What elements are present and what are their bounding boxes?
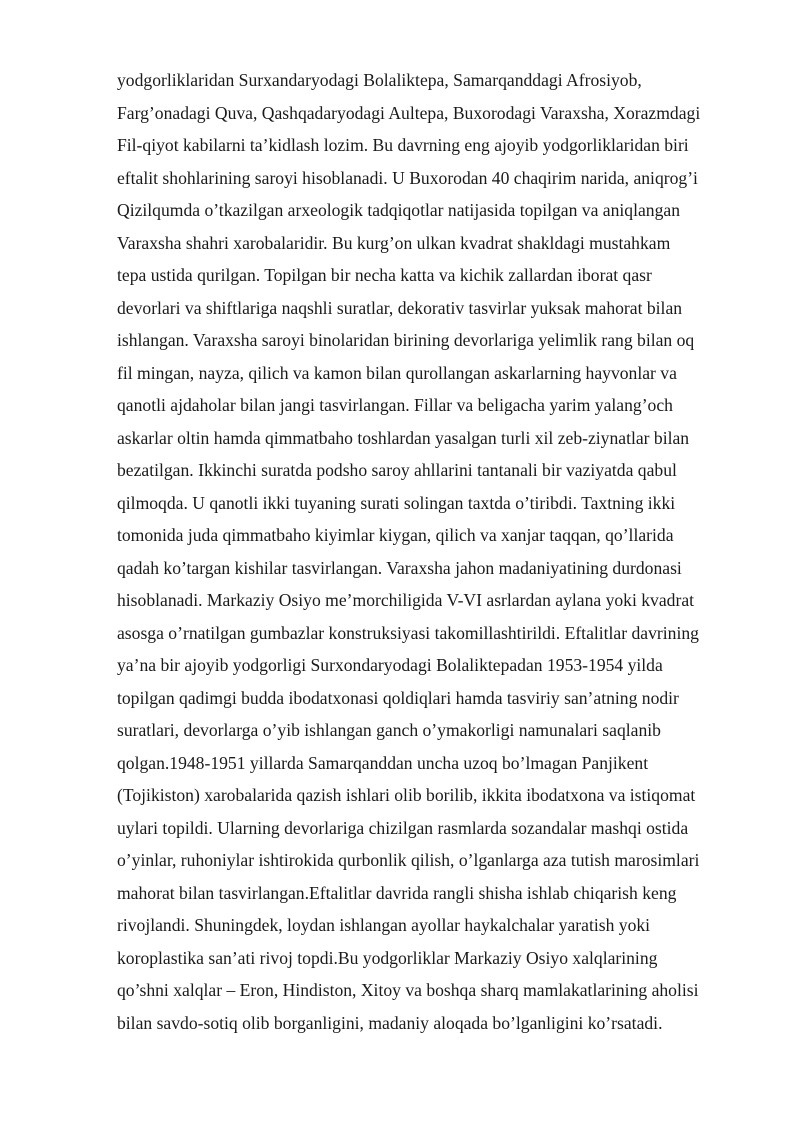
paragraph-line: qanotli ajdaholar bilan jangi tasvirlangan. Fillar va beligacha yarim yalang’och [117,395,673,415]
paragraph-line: qolgan.1948-1951 yillarda Samarqanddan uncha uzoq bo’lmagan Panjikent [117,752,649,773]
paragraph-line: rivojlandi. Shuningdek, loydan ishlangan ayollar haykalchalar yaratish yoki [117,915,651,935]
paragraph-line: suratlari, devorlarga o’yib ishlangan ganch o’ymakorligi namunalari saqlanib [117,720,661,740]
paragraph-line: (Tojikiston) xarobalarida qazish ishlari olib borilib, ikkita ibodatxona va istiqomat [117,785,696,805]
paragraph-line: ya’na bir ajoyib yodgorligi Surxondaryodagi Bolaliktepadan 1953-1954 yilda [117,655,663,675]
paragraph-line: askarlar oltin hamda qimmatbaho toshlardan yasalgan turli xil zeb-ziynatlar bilan [117,427,690,448]
paragraph-line: eftalit shohlarining saroyi hisoblanadi. U Buxorodan 40 chaqirim narida, aniqrog’i [117,167,698,188]
paragraph-line: koroplastika san’ati rivoj topdi.Bu yodgorliklar Markaziy Osiyo xalqlarining [117,947,658,968]
paragraph-line: Farg’onadagi Quva, Qashqadaryodagi Aultepa, Buxorodagi Varaxsha, Xorazmdagi [117,102,701,123]
paragraph-line: hisoblanadi. Markaziy Osiyo me’morchiligida V-VI asrlardan aylana yoki kvadrat [117,590,695,610]
paragraph-line: devorlari va shiftlariga naqshli suratlar, dekorativ tasvirlar yuksak mahorat bilan [117,297,683,318]
body-paragraph [117,64,757,1039]
paragraph-line: qilmoqda. U qanotli ikki tuyaning surati solingan taxtda o’tiribdi. Taxtning ikki [117,492,676,513]
paragraph-line: qadah ko’targan kishilar tasvirlangan. Varaxsha jahon madaniyatining durdonasi [117,557,682,578]
paragraph-line: tomonida juda qimmatbaho kiyimlar kiygan, qilich va xanjar taqqan, qo’llarida [117,525,674,545]
paragraph-line: o’yinlar, ruhoniylar ishtirokida qurbonlik qilish, o’lganlarga aza tutish marosimlari [117,850,700,870]
paragraph-line: Varaxsha shahri xarobalaridir. Bu kurg’on ulkan kvadrat shakldagi mustahkam [117,232,671,253]
paragraph-line: uylari topildi. Ularning devorlariga chizilgan rasmlarda sozandalar mashqi ostida [117,817,689,838]
paragraph-line: Qizilqumda o’tkazilgan arxeologik tadqiqotlar natijasida topilgan va aniqlangan [117,200,680,220]
paragraph-line: qo’shni xalqlar – Eron, Hindiston, Xitoy va boshqa sharq mamlakatlarining aholisi [117,980,699,1000]
paragraph-line: fil mingan, nayza, qilich va kamon bilan qurollangan askarlarning hayvonlar va [117,362,677,383]
paragraph-line: ishlangan. Varaxsha saroyi binolaridan birining devorlariga yelimlik rang bilan oq [117,330,695,350]
paragraph-line: bilan savdo-sotiq olib borganligini, madaniy aloqada bo’lganligini ko’rsatadi. [117,1012,663,1033]
paragraph-line: mahorat bilan tasvirlangan.Eftalitlar davrida rangli shisha ishlab chiqarish keng [117,882,677,903]
paragraph-line: bezatilgan. Ikkinchi suratda podsho saroy ahllarini tantanali bir vaziyatda qabul [117,460,677,480]
paragraph-line: yodgorliklaridan Surxandaryodagi Bolaliktepa, Samarqanddagi Afrosiyob, [117,70,642,90]
paragraph-line: topilgan qadimgi budda ibodatxonasi qoldiqlari hamda tasviriy san’atning nodir [117,687,679,708]
paragraph-line: tepa ustida qurilgan. Topilgan bir necha katta va kichik zallardan iborat qasr [117,265,652,285]
paragraph-line: Fil-qiyot kabilarni ta’kidlash lozim. Bu davrning eng ajoyib yodgorliklaridan biri [117,135,689,155]
paragraph-line: asosga o’rnatilgan gumbazlar konstruksiyasi takomillashtirildi. Eftalitlar davrining [117,622,699,643]
